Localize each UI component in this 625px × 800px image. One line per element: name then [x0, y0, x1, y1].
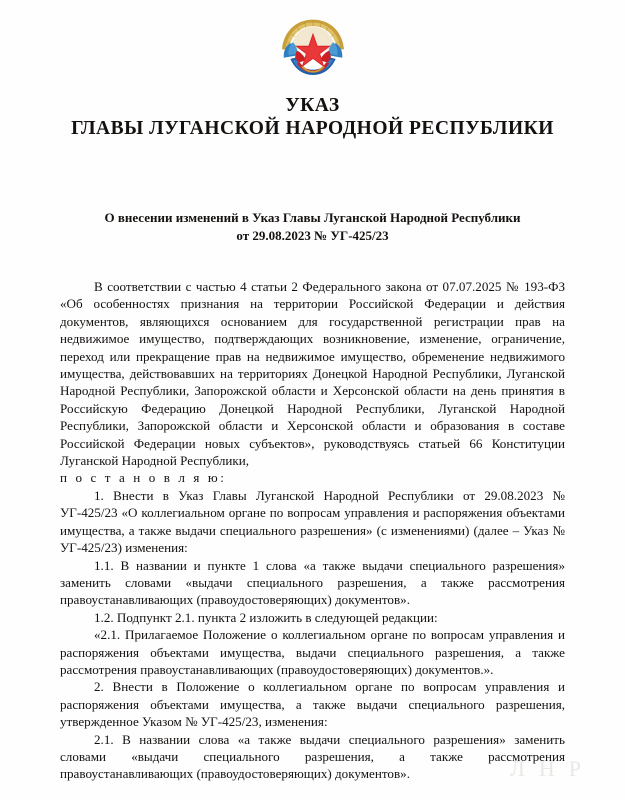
document-body: [60, 278, 565, 783]
document-title-line-1: УКАЗ: [285, 95, 340, 116]
paragraph-item-1-2: 1.2. Подпункт 2.1. пункта 2 изложить в следующей редакции:: [94, 609, 438, 625]
paragraph-decree-word: п о с т а н о в л я ю:: [60, 470, 227, 486]
page-watermark: ЛНР: [509, 756, 595, 781]
paragraph-item-2-1: 2.1. В названии слова «а также выдачи специального разрешения» заменить словами «выдачи специального разрешения, а также рассмотрения правоустанавливающих (правоудостоверяющих) документов».: [60, 731, 565, 782]
document-subtitle-line-2: от 29.08.2023 № УГ-425/23: [236, 228, 389, 243]
coat-of-arms-icon: [277, 16, 349, 78]
document-title: [60, 94, 565, 141]
paragraph-preamble: В соответствии с частью 4 статьи 2 Федерального закона от 07.07.2025 № 193-ФЗ «Об особенностях признания на территории Российской Федерации и действия документов, являющихся основанием для государственной регистрации прав на недвижимое имущество, подтверждающих возникновение, изменение, ограничение, переход или прекращение прав на недвижимое имущество, обременение недвижимого имущества, действовавших на территориях Донецкой Народной Республики, Луганской Народной Республики, Запорожской области и Херсонской области на день принятия в Российскую Федерацию Донецкой Народной Республики, Луганской Народной Республики, Запорожской области и Херсонской области и образования в составе Российской Федерации новых субъектов», руководствуясь статьей 66 Конституции Луганской Народной Республики,: [60, 279, 565, 469]
document-subtitle-line-1: О внесении изменений в Указ Главы Луганской Народной Республики: [104, 210, 521, 225]
paragraph-item-1: 1. Внести в Указ Главы Луганской Народной Республики от 29.08.2023 № УГ-425/23 «О коллегиальном органе по вопросам управления и распоряжения объектами имущества, а также выдачи специального разрешения» (с изменениями) (далее – Указ № УГ-425/23) изменения:: [60, 487, 565, 556]
paragraph-item-1-2-quote: «2.1. Прилагаемое Положение о коллегиальном органе по вопросам управления и распоряжения объектами имущества, выдачи специального разрешения, а также рассмотрения правоустанавливающих (правоудостоверяющих) документов.».: [60, 627, 565, 677]
emblem-container: [60, 0, 565, 78]
document-subtitle: [60, 209, 565, 245]
paragraph-item-1-1: 1.1. В названии и пункте 1 слова «а также выдачи специального разрешения» заменить словами «выдачи специального разрешения, а также рассмотрения правоустанавливающих (правоудостоверяющих) документов».: [60, 557, 565, 608]
paragraph-item-2: 2. Внести в Положение о коллегиальном органе по вопросам управления и распоряжения объектами имущества, а также выдачи специального разрешения, утвержденное Указом № УГ-425/23, изменения:: [60, 679, 565, 730]
document-title-line-2: ГЛАВЫ ЛУГАНСКОЙ НАРОДНОЙ РЕСПУБЛИКИ: [71, 118, 554, 139]
